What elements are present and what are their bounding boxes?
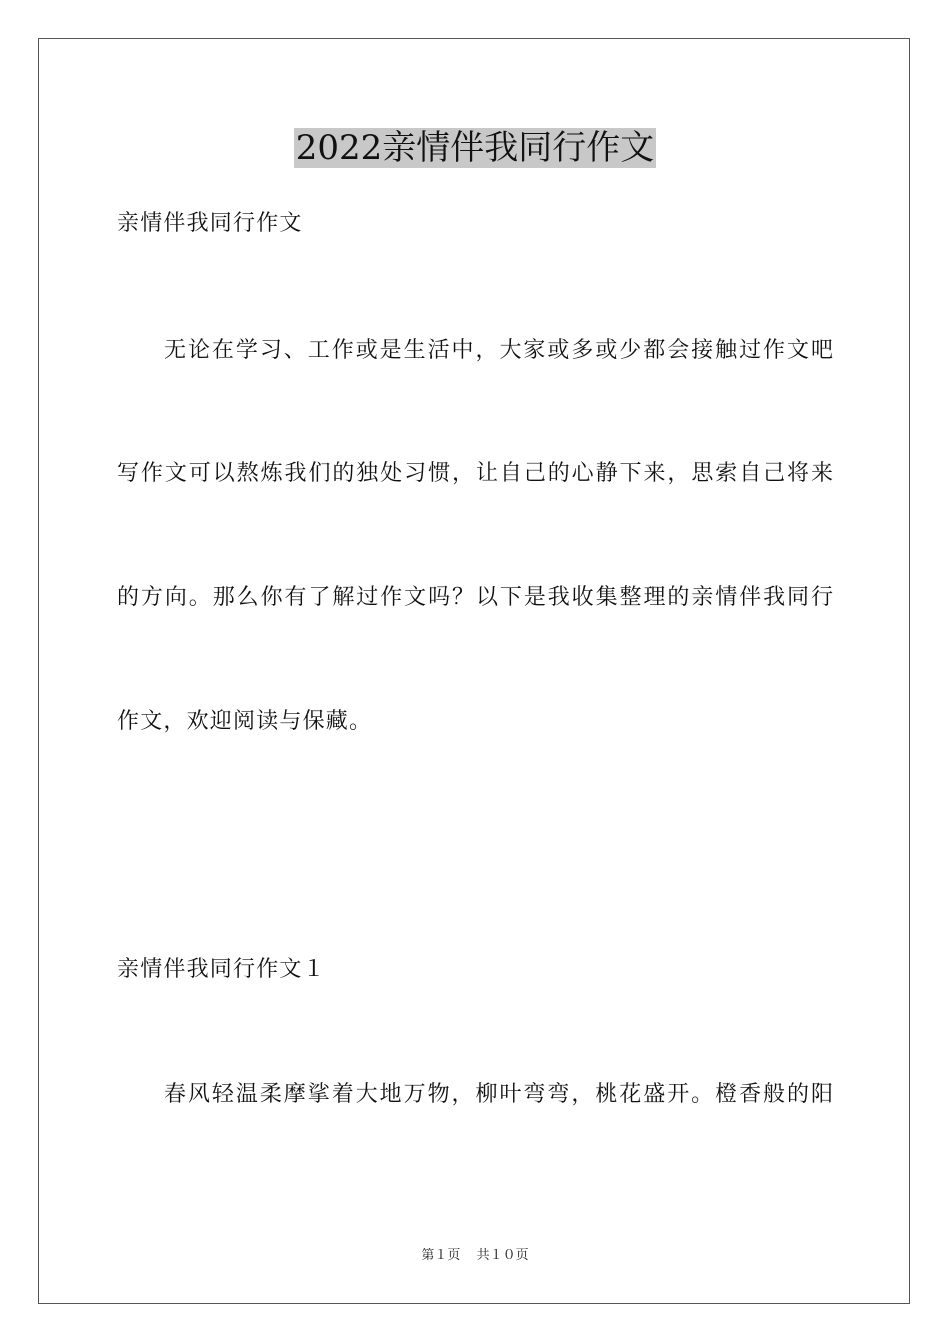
page-footer [0, 1247, 950, 1265]
page-total: 共１０页 [476, 1248, 529, 1263]
intro-line-2: 写作文可以熬炼我们的独处习惯，让自己的心静下来，思索自己将来 [117, 461, 833, 486]
title-container [0, 128, 950, 168]
intro-line-3: 的方向。那么你有了解过作文吗？以下是我收集整理的亲情伴我同行 [117, 585, 833, 610]
intro-line-4: 作文，欢迎阅读与保藏。 [117, 709, 373, 734]
page-number: 第１页 [421, 1248, 461, 1263]
document-title: 2022亲情伴我同行作文 [295, 128, 655, 168]
section-line-1: 春风轻温柔摩挲着大地万物，柳叶弯弯，桃花盛开。橙香般的阳 [164, 1082, 833, 1107]
document-subtitle: 亲情伴我同行作文 [117, 211, 303, 236]
section-heading: 亲情伴我同行作文１ [117, 957, 326, 982]
intro-line-1: 无论在学习、工作或是生活中，大家或多或少都会接触过作文吧 [164, 338, 833, 363]
